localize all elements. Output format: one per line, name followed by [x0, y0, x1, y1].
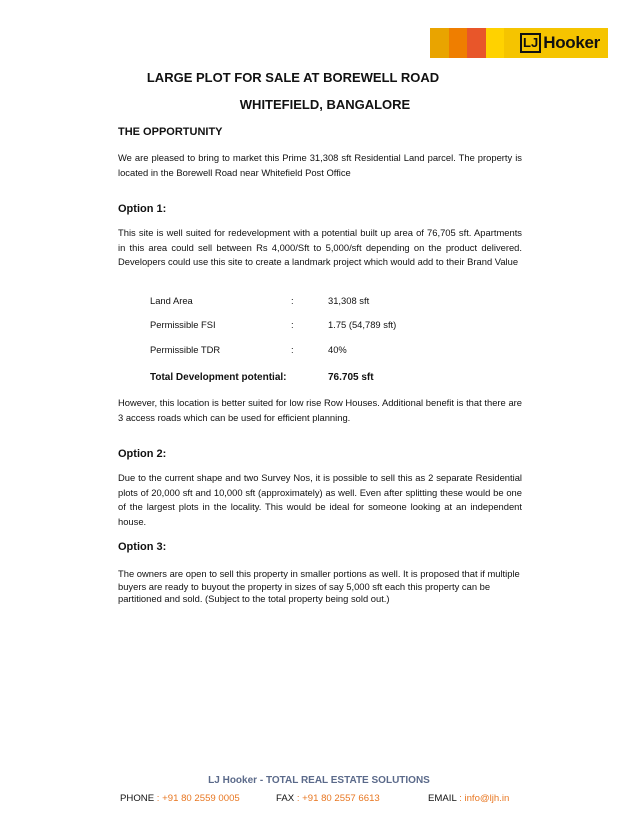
logo-stripes	[430, 28, 504, 58]
phone-value: : +91 80 2559 0005	[156, 793, 240, 804]
row-value: 31,308 sft	[328, 295, 370, 306]
table-row-tdr	[150, 344, 522, 358]
row-separator: :	[291, 295, 294, 306]
logo-stripe	[467, 28, 486, 58]
option1-after-text: However, this location is better suited for low rise Row Houses. Additional benefit is that there are 3 access roads which can be used for efficient planning.	[118, 397, 522, 423]
logo-mark: LJ	[520, 33, 541, 53]
option2-heading: Option 2:	[118, 448, 167, 460]
email-value: : info@ljh.in	[459, 793, 510, 804]
table-row-total	[150, 372, 522, 386]
row-label: Permissible TDR	[150, 344, 221, 355]
opportunity-text: We are pleased to bring to market this Prime 31,308 sft Residential Land parcel. The property is located in the Borewell Road near Whitefield Post Office	[118, 152, 522, 178]
footer-fax	[276, 793, 380, 804]
document-title-line1: LARGE PLOT FOR SALE AT BOREWELL ROAD	[146, 70, 440, 85]
total-value: 76.705 sft	[328, 372, 374, 383]
row-value: 1.75 (54,789 sft)	[328, 319, 397, 330]
fax-label: FAX	[276, 793, 295, 804]
logo-stripe	[449, 28, 468, 58]
logo-stripe	[430, 28, 449, 58]
table-row-fsi	[150, 319, 522, 333]
lj-hooker-logo	[430, 28, 608, 58]
logo-stripe	[486, 28, 505, 58]
row-label: Permissible FSI	[150, 319, 216, 330]
option3-heading: Option 3:	[118, 541, 167, 553]
table-row-land-area	[150, 295, 522, 309]
footer-tagline: LJ Hooker - TOTAL REAL ESTATE SOLUTIONS	[208, 775, 430, 786]
fax-value: : +91 80 2557 6613	[296, 793, 380, 804]
logo-word: Hooker	[543, 33, 600, 52]
opportunity-heading: THE OPPORTUNITY	[118, 126, 223, 138]
row-value: 40%	[328, 344, 347, 355]
logo-brand-box	[504, 28, 608, 58]
option2-text: Due to the current shape and two Survey Nos, it is possible to sell this as 2 separate Residential plots of 20,000 sft and 10,000 sft (approximately) as well. Even after splitting these would be one of the largest plots in the locality. This would be ideal for someone looking at an independent house.	[118, 472, 522, 527]
option3-text: The owners are open to sell this property in smaller portions as well. It is proposed that if multiple buyers are ready to buyout the property in sizes of say 5,000 sft each this property can be partitioned and sold. (Subject to the total property being sold out.)	[118, 568, 520, 604]
option1-heading: Option 1:	[118, 203, 167, 215]
total-label: Total Development potential:	[150, 372, 287, 383]
footer-email	[428, 793, 509, 804]
option1-text: This site is well suited for redevelopment with a potential built up area of 76,705 sft. Apartments in this area could sell between Rs 4,000/Sft to 5,000/sft depending on the product delivered. Developers could use this site to create a landmark project which would add to their Brand Value	[118, 227, 522, 267]
document-title-line2: WHITEFIELD, BANGALORE	[239, 97, 411, 112]
email-label: EMAIL	[428, 793, 457, 804]
footer-phone	[120, 793, 240, 804]
row-label: Land Area	[150, 295, 193, 306]
row-separator: :	[291, 344, 294, 355]
row-separator: :	[291, 319, 294, 330]
phone-label: PHONE	[120, 793, 155, 804]
